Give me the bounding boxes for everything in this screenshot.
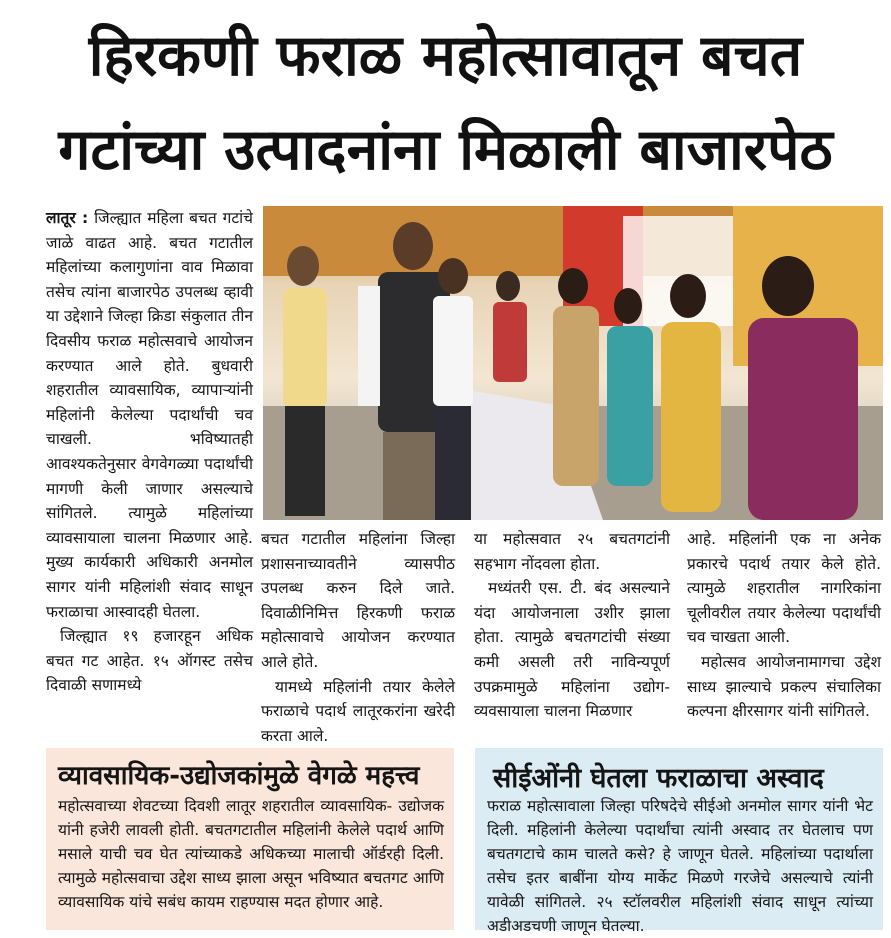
dateline: लातूर : [46, 209, 89, 227]
article-paragraph: मध्यंतरी एस. टी. बंद असल्याने यंदा आयोजनाला उशीर झाला होता. त्यामुळे बचतगटांची संख्या कमी असली तरी नाविन्यपूर्ण उपक्रमामुळे महिलांना उद्योग-व्यवसायाला चालना मिळणार [474, 579, 670, 721]
photo-illustration [263, 206, 883, 520]
article-paragraph: आहे. महिलांनी एक ना अनेक प्रकारचे पदार्थ तयार केले होते. त्यामुळे शहरातील नागरिकांना चूलीवरील तयार केलेल्या पदार्थांची चव चाखता आली. [687, 530, 881, 647]
article-column-4 [687, 527, 881, 724]
headline-line-1: हिरकणी फराळ महोत्सावातून बचत [88, 23, 803, 89]
sidebar-box-ceo [475, 748, 883, 935]
sidebar-box-business [46, 748, 454, 930]
article-paragraph: महोत्सव आयोजनामागचा उद्देश साध्य झाल्याचे प्रकल्प संचालिका कल्पना क्षीरसागर यांनी सांगितले. [687, 652, 881, 721]
article-paragraph: यामध्ये महिलांनी तयार केलेले फराळाचे पदार्थ लातूरकरांना खरेदी करता आले. [261, 677, 455, 745]
headline-line-2: गटांच्या उत्पादनांना मिळाली बाजारपेठ [58, 117, 833, 183]
article-column-1 [46, 206, 253, 698]
article-paragraph: बचत गटातील महिलांना जिल्हा प्रशासनाच्यावतीने व्यासपीठ उपलब्ध करुन दिले जाते. दिवाळीनिमित्त हिरकणी फराळ महोत्सावाचे आयोजन करण्यात आले होते. [261, 530, 455, 671]
article-paragraph: या महोत्सवात २५ बचतगटांनी सहभाग नोंदवला होता. [474, 530, 670, 573]
box-body: महोत्सवाच्या शेवटच्या दिवशी लातूर शहरातील व्यावसायिक- उद्योजक यांनी हजेरी लावली होती. बचतगटातील महिलांनी केलेले पदार्थ आणि मसाले याची चव घेत त्यांच्याकडे अधिकच्या मालाची ऑर्डरही दिली. त्यामुळे महोत्सवाचा उद्देश साध्य झाला असून भविष्यात बचतगट आणि व्यावसायिक यांचे सबंध कायम राहण्यास मदत होणार आहे. [58, 797, 444, 911]
box-body: फराळ महोत्सावाला जिल्हा परिषदेचे सीईओ अनमोल सागर यांनी भेट दिली. महिलांनी केलेल्या पदार्थांचा त्यांनी अस्वाद तर घेतलाच पण बचतगटाचे काम चालते कसे? हे जाणून घेतले. महिलांच्या पदार्थाला तसेच इतर बाबींना योग्य मार्केट मिळणे गरजेचे असल्याचे त्यांनी यावेळी सांगितले. २५ स्टॉलवरील महिलांशी संवाद साधून त्यांच्या अडीअडचणी जाणून घेतल्या. [487, 797, 873, 935]
box-title: सीईओंनी घेतला फराळाचा अस्वाद [493, 763, 824, 794]
article-paragraph: जिल्ह्यात १९ हजारहून अधिक बचत गट आहेत. १५ ऑगस्ट तसेच दिवाळी सणामध्ये [46, 627, 253, 695]
box-title: व्यावसायिक-उद्योजकांमुळे वेगळे महत्त्व [58, 761, 420, 791]
article-column-2 [261, 527, 455, 748]
event-photo [263, 206, 883, 520]
article-column-3 [474, 527, 670, 724]
article-paragraph: लातूर : जिल्ह्यात महिला बचत गटांचे जाळे वाढत आहे. बचत गटातील महिलांच्या कलागुणांना वाव मिळावा तसेच त्यांना बाजारपेठ उपलब्ध व्हावी या उद्देशाने जिल्हा क्रिडा संकुलात तीन दिवसीय फराळ महोत्सवाचे आयोजन करण्यात आले होते. बुधवारी शहरातील व्यावसायिक, व्यापाऱ्यांनी महिलांनी केलेल्या पदार्थांची चव चाखली. भविष्यातही आवश्यकतेनुसार वेगवेगळ्या पदार्थांची मागणी केली जाणार असल्याचे सांगितले. त्यामुळे महिलांच्या व्यावसायाला चालना मिळणार आहे. मुख्य कार्यकारी अधिकारी अनमोल सागर यांनी महिलांशी संवाद साधून फराळाचा आस्वादही घेतला. [46, 209, 253, 621]
